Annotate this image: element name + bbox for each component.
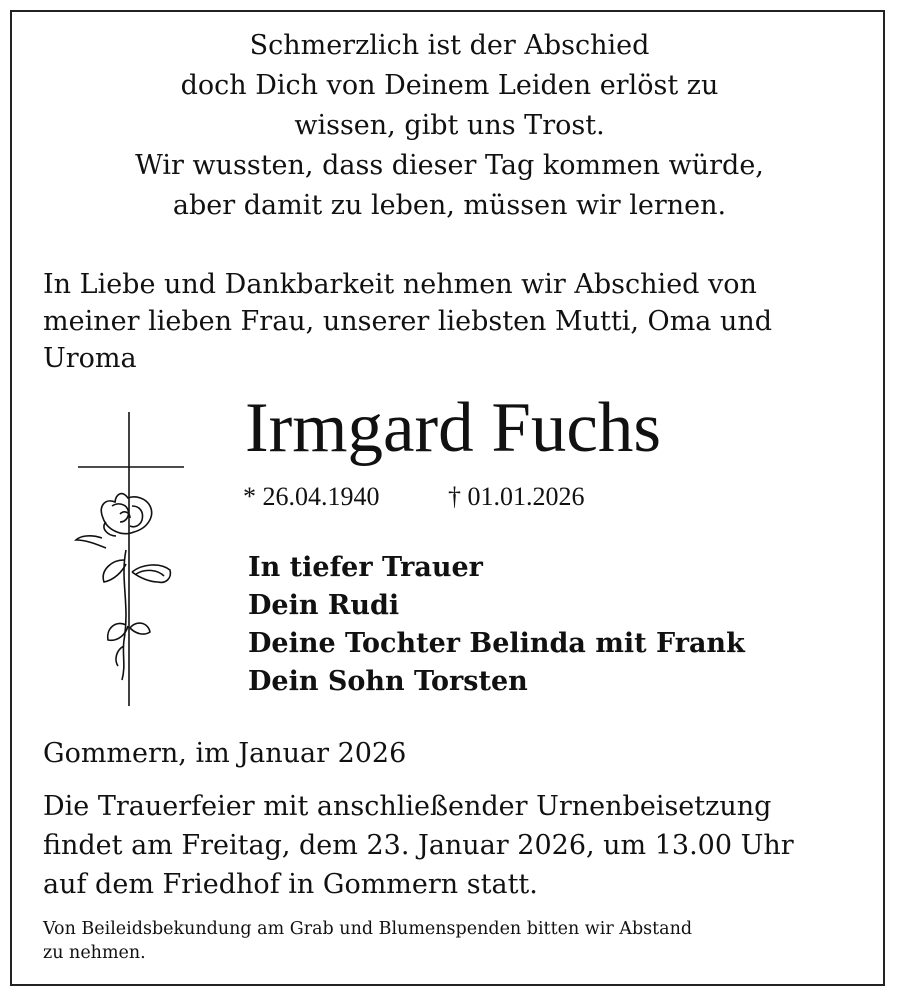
- mourner-line: Dein Sohn Torsten: [248, 666, 528, 697]
- place-date: Gommern, im Januar 2026: [43, 738, 407, 769]
- mourner-line: Deine Tochter Belinda mit Frank: [248, 628, 745, 659]
- death-date: † 01.01.2026: [448, 482, 585, 511]
- intro-line: Uroma: [43, 343, 137, 374]
- cross-with-rose-icon: [70, 410, 190, 710]
- mourner-line: Dein Rudi: [248, 590, 400, 621]
- funeral-line: auf dem Friedhof in Gommern statt.: [43, 869, 538, 900]
- funeral-line: Die Trauerfeier mit anschließender Urnenbeisetzung: [43, 791, 772, 822]
- deceased-name: Irmgard Fuchs: [245, 389, 662, 467]
- funeral-line: findet am Freitag, dem 23. Januar 2026, um 13.00 Uhr: [43, 830, 794, 861]
- poem-line: Schmerzlich ist der Abschied: [249, 30, 650, 61]
- funeral-info: [43, 787, 794, 904]
- intro-text: [43, 266, 863, 377]
- life-dates: [243, 482, 585, 512]
- poem-line: wissen, gibt uns Trost.: [294, 110, 605, 141]
- note-line: Von Beileidsbekundung am Grab und Blumenspenden bitten wir Abstand: [43, 919, 693, 939]
- intro-line: meiner lieben Frau, unserer liebsten Mutti, Oma und: [43, 306, 773, 337]
- poem-line: Wir wussten, dass dieser Tag kommen würde,: [135, 150, 764, 181]
- birth-date: * 26.04.1940: [243, 482, 380, 511]
- mourners-list: [248, 549, 745, 701]
- poem-line: aber damit zu leben, müssen wir lernen.: [172, 190, 727, 221]
- poem-line: doch Dich von Deinem Leiden erlöst zu: [180, 70, 719, 101]
- note-line: zu nehmen.: [43, 943, 146, 963]
- condolence-note: [43, 917, 863, 965]
- poem: [0, 26, 899, 226]
- mourner-line: In tiefer Trauer: [248, 552, 483, 583]
- intro-line: In Liebe und Dankbarkeit nehmen wir Abschied von: [43, 269, 757, 300]
